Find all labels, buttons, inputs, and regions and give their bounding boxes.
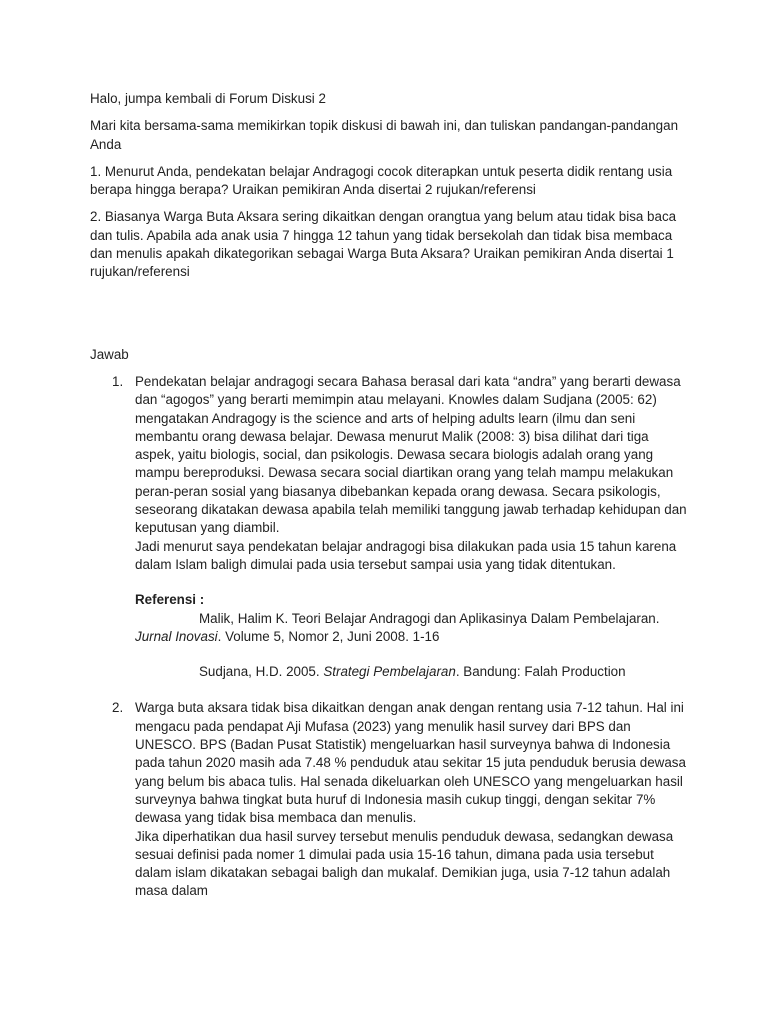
reference-heading: Referensi :: [135, 592, 205, 608]
reference-text: . Bandung: Falah Production: [455, 664, 626, 680]
question-1: 1. Menurut Anda, pendekatan belajar Andragogi cocok diterapkan untuk peserta didik rentang usia berapa hingga berapa? Uraikan pemikiran Anda disertai 2 rujukan/referensi: [90, 163, 673, 198]
answer-1-conclusion: Jadi menurut saya pendekatan belajar andragogi bisa dilakukan pada usia 15 tahun karena dalam Islam baligh dimulai pada usia tersebut sampai usia yang tidak ditentukan.: [135, 538, 677, 572]
reference-book-title: Strategi Pembelajaran: [323, 664, 456, 680]
answer-item-2: [90, 699, 688, 900]
reference-sudjana: [135, 663, 688, 681]
answer-number: 2.: [112, 700, 124, 716]
answer-list: [90, 373, 688, 901]
answer-item-1: [90, 373, 688, 681]
answer-1-body: Pendekatan belajar andragogi secara Bahasa berasal dari kata “andra” yang berarti dewasa dan “agogos” yang berarti memimpin atau melayani. Knowles dalam Sudjana (2005: 62) mengatakan Andragogy is the science and arts of helping adults learn (ilmu dan seni membantu orang dewasa belajar. Dewasa menurut Malik (2008: 3) bisa dilihat dari tiga aspek, yaitu biologis, social, dan psikologis. Dewasa secara biologis adalah orang yang mampu bereproduksi. Dewasa secara social diartikan orang yang telah mampu melakukan peran-peran sosial yang biasanya dibebankan kepada orang dewasa. Secara psikologis, seseorang dikatakan dewasa apabila telah memiliki tanggung jawab terhadap kehidupan dan keputusan yang diambil.: [135, 373, 687, 536]
reference-text: Malik, Halim K. Teori Belajar Andragogi dan Aplikasinya Dalam Pembelajaran.: [199, 610, 660, 626]
answer-number: 1.: [112, 373, 124, 389]
reference-malik: [135, 610, 688, 647]
reference-text: . Volume 5, Nomor 2, Juni 2008. 1-16: [217, 628, 440, 644]
question-2: 2. Biasanya Warga Buta Aksara sering dikaitkan dengan orangtua yang belum atau tidak bisa baca dan tulis. Apabila ada anak usia 7 hingga 12 tahun yang tidak bersekolah dan tidak bisa membaca dan menulis apakah dikategorikan sebagai Warga Buta Aksara? Uraikan pemikiran Anda disertai 1 rujukan/referensi: [90, 209, 677, 280]
answer-2-continuation: Jika diperhatikan dua hasil survey tersebut menulis penduduk dewasa, sedangkan dewasa sesuai definisi pada nomer 1 dimulai pada usia 15-16 tahun, dimana pada usia tersebut dalam islam dikatakan sebagai baligh dan mukalaf. Demikian juga, usia 7-12 tahun adalah masa dalam: [135, 828, 674, 899]
greeting-line: Halo, jumpa kembali di Forum Diskusi 2: [90, 91, 326, 106]
answer-2-body: Warga buta aksara tidak bisa dikaitkan dengan anak dengan rentang usia 7-12 tahun. Hal ini mengacu pada pendapat Aji Mufasa (2023) yang menulik hasil survey dari BPS dan UNESCO. BPS (Badan Pusat Statistik) mengeluarkan hasil surveynya bahwa di Indonesia pada tahun 2020 masih ada 7.48 % penduduk atau sekitar 15 juta penduduk berusia dewasa yang belum bis abaca tulis. Hal senada dikeluarkan oleh UNESCO yang mengeluarkan hasil surveynya bahwa tingkat buta huruf di Indonesia masih cukup tinggi, dengan sekitar 7% dewasa yang tidak bisa membaca dan menulis.: [135, 700, 686, 826]
discussion-prompt: Mari kita bersama-sama memikirkan topik diskusi di bawah ini, dan tuliskan pandangan-pandangan Anda: [90, 118, 679, 152]
reference-journal-title: Jurnal Inovasi: [135, 628, 218, 644]
blank-space: [90, 291, 688, 346]
reference-text: Sudjana, H.D. 2005.: [199, 664, 324, 680]
answer-heading: Jawab: [90, 346, 129, 362]
